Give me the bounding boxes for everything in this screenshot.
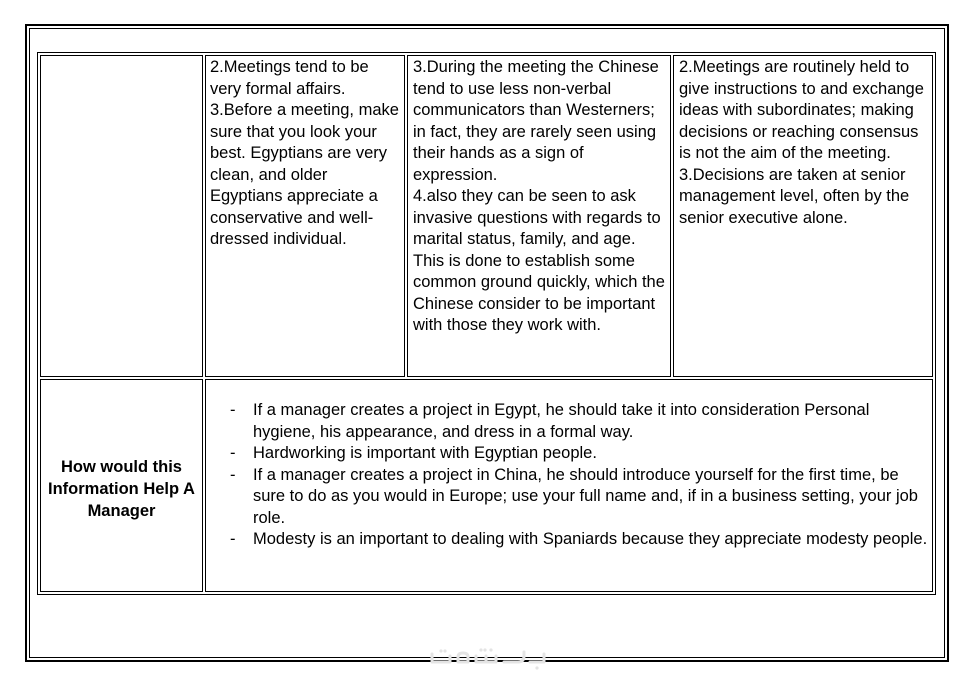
- bullet-dash: -: [230, 465, 236, 484]
- bullet-dash: -: [230, 401, 236, 419]
- egypt-point-2: 2.Meetings tend to be very formal affairs.: [210, 58, 369, 98]
- spain-point-2: 2.Meetings are routinely held to give instructions to and exchange ideas with subordinates; making decisions or reaching consensus is not the aim of the meeting.: [679, 58, 924, 162]
- list-item-text: If a manager creates a project in China, he should introduce yourself for the first time, be sure to do as you would in Europe; use your full name and, if in a business setting, your job role.: [253, 465, 918, 527]
- khamsat-watermark-logo: [428, 644, 548, 670]
- list-item-text: Modesty is an important to dealing with Spaniards because they appreciate modesty people.: [253, 530, 928, 548]
- list-item: [230, 465, 932, 530]
- spain-point-3: 3.Decisions are taken at senior management level, often by the senior executive alone.: [679, 165, 910, 227]
- row1-spain-cell: [673, 55, 933, 377]
- list-item-text: If a manager creates a project in Egypt, he should take it into consideration Personal hygiene, his appearance, and dress in a formal way.: [253, 401, 870, 441]
- list-item: [230, 529, 932, 551]
- watermark-logo-graphic: [428, 644, 548, 670]
- list-item: [230, 443, 932, 465]
- row1-china-cell: [407, 55, 671, 377]
- row1-egypt-cell: [205, 55, 405, 377]
- china-point-3: 3.During the meeting the Chinese tend to use less non-verbal communicators than Westerners; in fact, they are rarely seen using their hands as a sign of expression.: [413, 58, 659, 184]
- manager-advice-list: [230, 400, 932, 551]
- list-item: [230, 400, 932, 443]
- list-item-text: Hardworking is important with Egyptian people.: [253, 444, 597, 462]
- bullet-dash: -: [230, 530, 236, 548]
- china-point-4: 4.also they can be seen to ask invasive questions with regards to marital status, family, and age. This is done to establish some common ground quickly, which the Chinese consider to be important with those they work with.: [413, 187, 665, 334]
- egypt-point-3: 3.Before a meeting, make sure that you look your best. Egyptians are very clean, and older Egyptians appreciate a conservative and well-dressed individual.: [210, 101, 399, 248]
- row2-question-cell: [40, 379, 203, 592]
- manager-question-heading: How would this Information Help A Manager: [48, 457, 195, 520]
- row1-label-cell: [40, 55, 203, 377]
- row2-answer-cell: [205, 379, 933, 592]
- bullet-dash: -: [230, 444, 236, 462]
